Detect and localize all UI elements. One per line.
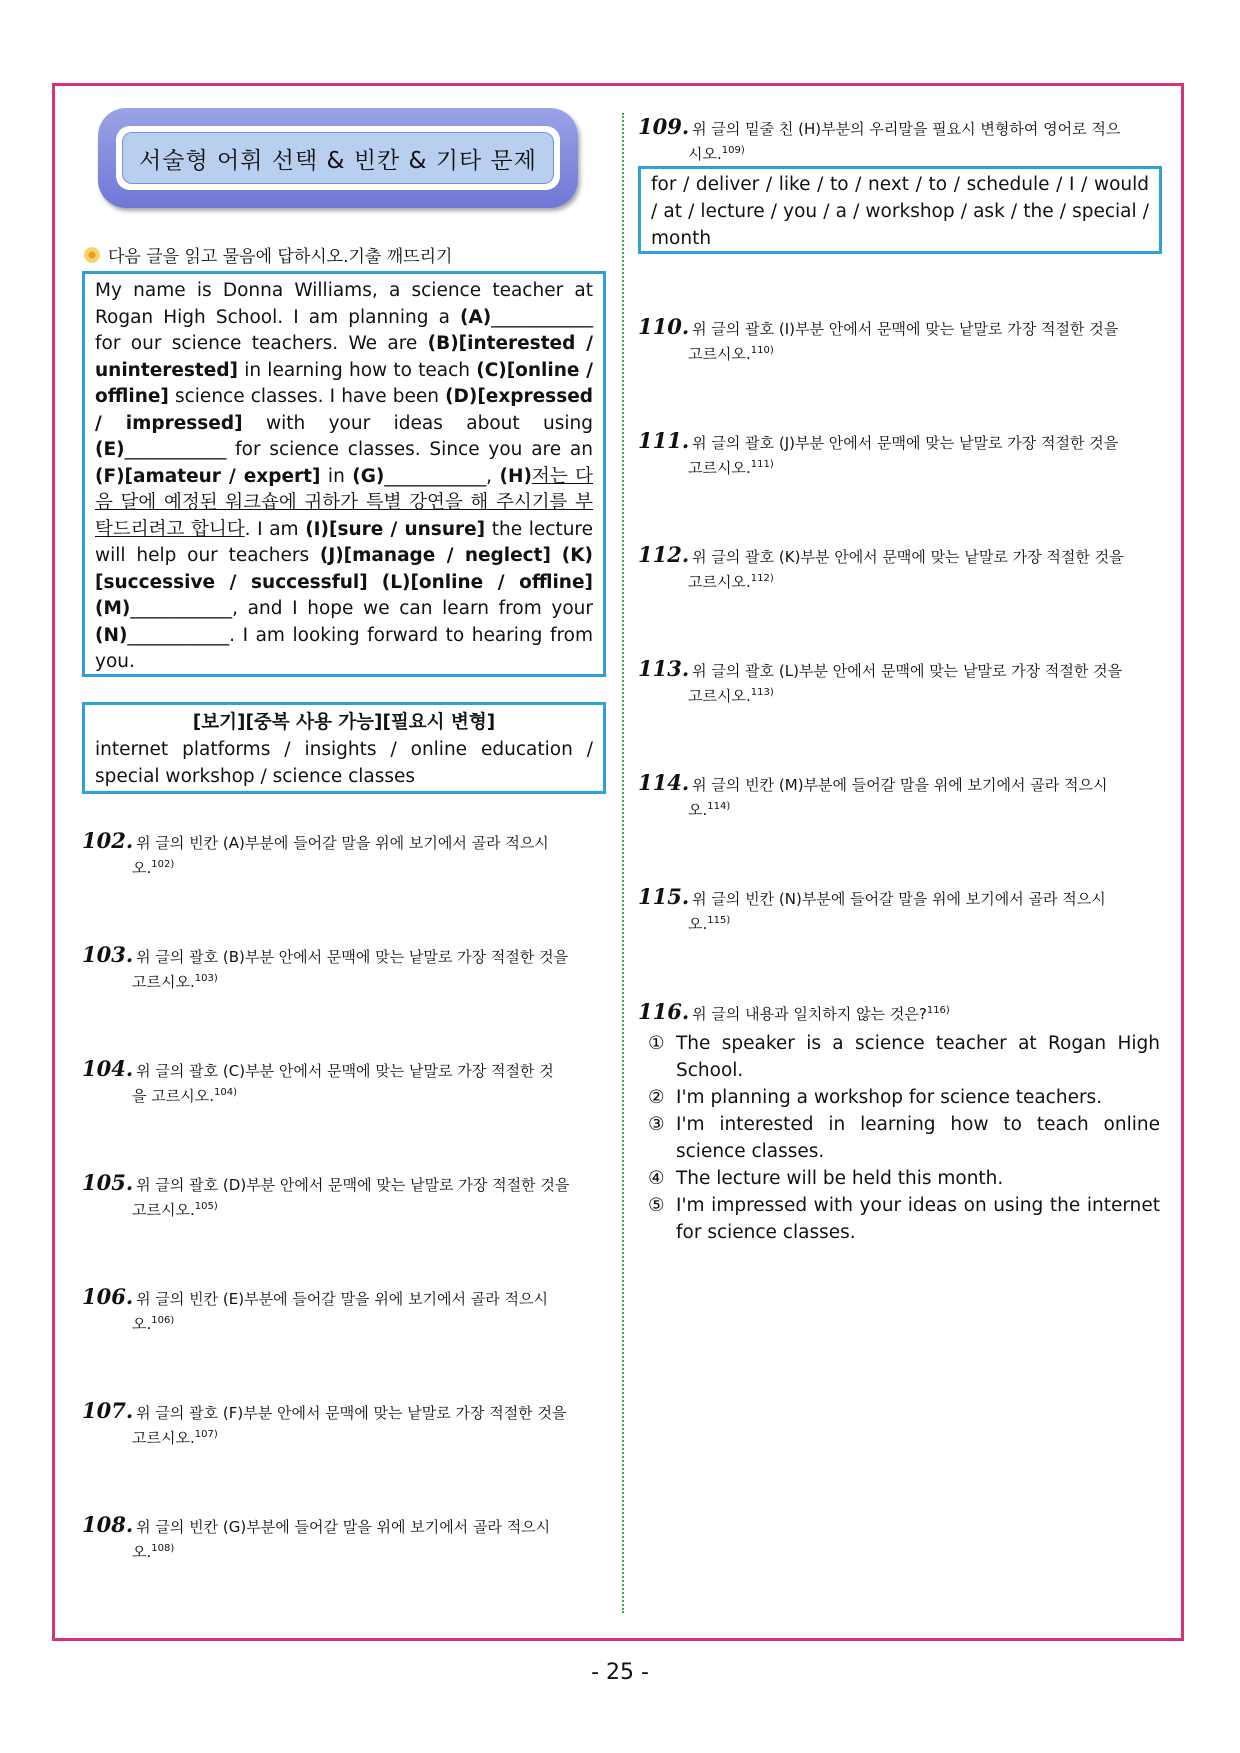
footnote-ref: 115) xyxy=(707,915,731,926)
choice-mark: ② xyxy=(648,1087,665,1108)
passage-text: the lecture will help our teachers xyxy=(95,518,594,566)
footnote-ref: 102) xyxy=(151,859,175,870)
passage-box xyxy=(82,271,606,677)
question-text-cont: 오. xyxy=(688,915,708,933)
question-107 xyxy=(82,1400,612,1449)
question-text-cont: 오. xyxy=(132,859,152,877)
passage-text: with your ideas about using xyxy=(242,412,594,434)
question-104 xyxy=(82,1058,612,1107)
footnote-ref: 107) xyxy=(194,1429,218,1440)
section-title: 서술형 어휘 선택 & 빈칸 & 기타 문제 xyxy=(122,132,554,184)
question-text: 위 글의 괄호 (D)부분 안에서 문맥에 맞는 낱말로 가장 적절한 것을 xyxy=(136,1176,570,1194)
choice-text: I'm planning a workshop for science teachers. xyxy=(676,1087,1103,1108)
marker-l: (L)[online / offline] xyxy=(381,571,593,593)
question-number: 103. xyxy=(82,942,134,967)
instruction xyxy=(84,242,452,267)
page-number: - 25 - xyxy=(591,1660,649,1685)
question-text: 위 글의 괄호 (F)부분 안에서 문맥에 맞는 낱말로 가장 적절한 것을 xyxy=(136,1404,567,1422)
question-106 xyxy=(82,1286,612,1335)
question-text-cont: 오. xyxy=(688,801,708,819)
question-text: 위 글의 괄호 (K)부분 안에서 문맥에 맞는 낱말로 가장 적절한 것을 xyxy=(692,548,1124,566)
footnote-ref: 104) xyxy=(214,1087,237,1098)
instruction-text: 다음 글을 읽고 물음에 답하시오.기출 깨뜨리기 xyxy=(108,247,453,267)
question-text-cont: 고르시오. xyxy=(132,1201,195,1219)
question-text: 위 글의 빈칸 (E)부분에 들어갈 말을 위에 보기에서 골라 적으시 xyxy=(136,1290,549,1308)
marker-b: (B)[interested / uninterested] xyxy=(95,333,593,381)
question-text: 위 글의 빈칸 (M)부분에 들어갈 말을 위에 보기에서 골라 적으시 xyxy=(692,776,1108,794)
marker-n: (N) xyxy=(95,624,128,646)
question-text: 위 글의 괄호 (C)부분 안에서 문맥에 맞는 낱말로 가장 적절한 것 xyxy=(136,1062,554,1080)
question-number: 115. xyxy=(638,884,690,909)
choice-2[interactable] xyxy=(648,1084,1160,1111)
bogi-title: [보기][중복 사용 가능][필요시 변형] xyxy=(192,712,496,733)
question-109 xyxy=(638,116,1168,165)
question-text: 위 글의 괄호 (L)부분 안에서 문맥에 맞는 낱말로 가장 적절한 것을 xyxy=(692,662,1123,680)
question-number: 114. xyxy=(638,770,690,795)
marker-e: (E) xyxy=(95,439,125,460)
question-text-cont: 시오. xyxy=(688,145,722,163)
choice-text: I'm impressed with your ideas on using the internet for science classes. xyxy=(676,1195,1160,1243)
question-text: 위 글의 괄호 (B)부분 안에서 문맥에 맞는 낱말로 가장 적절한 것을 xyxy=(136,948,569,966)
question-105 xyxy=(82,1172,612,1221)
question-112 xyxy=(638,544,1168,593)
question-number: 109. xyxy=(638,114,690,139)
marker-c: (C)[online / offline] xyxy=(95,359,593,407)
marker-k: (K)[successive / successful] xyxy=(95,545,593,593)
section-title-banner xyxy=(98,108,578,208)
blank-g: ___________ xyxy=(384,465,487,487)
choice-mark: ① xyxy=(648,1033,665,1054)
footnote-ref: 111) xyxy=(750,459,774,470)
question-number: 104. xyxy=(82,1056,134,1081)
footnote-ref: 103) xyxy=(194,973,218,984)
passage-text: , xyxy=(486,465,500,487)
marker-d: (D)[expressed / impressed] xyxy=(95,386,593,434)
blank-n: ___________ xyxy=(127,624,230,646)
choice-5[interactable] xyxy=(648,1192,1160,1246)
passage-text: for our science teachers. We are xyxy=(95,333,428,354)
passage-text: My name is Donna Williams, a science teacher at Rogan High School. I am planning a xyxy=(95,280,593,328)
question-text: 위 글의 빈칸 (A)부분에 들어갈 말을 위에 보기에서 골라 적으시 xyxy=(136,834,549,852)
question-text-cont: 고르시오. xyxy=(132,1429,195,1447)
passage-text: for science classes. Since you are an xyxy=(226,439,593,460)
choice-mark: ⑤ xyxy=(648,1195,665,1216)
question-text: 위 글의 빈칸 (G)부분에 들어갈 말을 위에 보기에서 골라 적으시 xyxy=(136,1518,551,1536)
marker-h: (H) xyxy=(499,465,532,487)
passage-text: . I am xyxy=(244,518,306,540)
marker-a: (A) xyxy=(460,306,492,328)
footnote-ref: 108) xyxy=(151,1543,175,1554)
question-number: 116. xyxy=(638,999,690,1024)
question-number: 113. xyxy=(638,656,690,681)
question-text-cont: 고르시오. xyxy=(688,459,751,477)
question-text: 위 글의 빈칸 (N)부분에 들어갈 말을 위에 보기에서 골라 적으시 xyxy=(692,890,1106,908)
column-divider xyxy=(622,113,624,1613)
question-111 xyxy=(638,430,1168,479)
question-number: 102. xyxy=(82,828,134,853)
question-113 xyxy=(638,658,1168,707)
choice-1[interactable] xyxy=(648,1030,1160,1084)
passage-text xyxy=(368,572,382,593)
question-text-cont: 고르시오. xyxy=(688,687,751,705)
footnote-ref: 105) xyxy=(194,1201,218,1212)
marker-i: (I)[sure / unsure] xyxy=(305,518,486,540)
footnote-ref: 109) xyxy=(721,145,745,156)
question-number: 111. xyxy=(638,428,690,453)
footnote-ref: 112) xyxy=(750,573,774,584)
passage-text: in learning how to teach xyxy=(238,359,477,381)
question-text: 위 글의 괄호 (I)부분 안에서 문맥에 맞는 낱말로 가장 적절한 것을 xyxy=(692,320,1119,338)
choice-text: The lecture will be held this month. xyxy=(676,1168,1004,1189)
word-box: for / deliver / like / to / next / to / schedule / I / would / at / lecture / you / a / workshop / ask / the / special / month xyxy=(638,166,1162,254)
choice-mark: ③ xyxy=(648,1114,665,1135)
passage-text: , and I hope we can learn from your xyxy=(232,598,593,619)
marker-m: (M) xyxy=(95,598,131,619)
question-number: 112. xyxy=(638,542,690,567)
answer-choices xyxy=(648,1030,1160,1246)
question-text-cont: 고르시오. xyxy=(688,345,751,363)
blank-e: ___________ xyxy=(124,439,227,460)
blank-m: ___________ xyxy=(130,598,233,619)
question-number: 106. xyxy=(82,1284,134,1309)
passage-text: in xyxy=(320,465,353,487)
question-text: 위 글의 밑줄 친 (H)부분의 우리말을 필요시 변형하여 영어로 적으 xyxy=(692,120,1121,138)
marker-j: (J)[manage / neglect] xyxy=(319,545,551,566)
choice-4[interactable] xyxy=(648,1165,1160,1192)
question-108 xyxy=(82,1514,612,1563)
question-102 xyxy=(82,830,612,879)
passage-text xyxy=(551,545,562,566)
title-inner xyxy=(116,126,560,190)
question-text-cont: 오. xyxy=(132,1315,152,1333)
bogi-items: internet platforms / insights / online education / special workshop / science classes xyxy=(95,739,593,787)
bogi-box xyxy=(82,702,606,794)
question-text: 위 글의 내용과 일치하지 않는 것은? xyxy=(692,1005,927,1023)
question-text-cont: 오. xyxy=(132,1543,152,1561)
flower-icon xyxy=(84,247,100,263)
question-110 xyxy=(638,316,1168,365)
choice-mark: ④ xyxy=(648,1168,665,1189)
footnote-ref: 114) xyxy=(707,801,731,812)
question-text-cont: 고르시오. xyxy=(132,973,195,991)
passage-text: . I am looking forward to hearing from you. xyxy=(95,624,593,672)
question-number: 110. xyxy=(638,314,690,339)
question-number: 107. xyxy=(82,1398,134,1423)
footnote-ref: 110) xyxy=(750,345,774,356)
choice-3[interactable] xyxy=(648,1111,1160,1165)
question-text-cont: 을 고르시오. xyxy=(132,1087,214,1105)
question-number: 108. xyxy=(82,1512,134,1537)
question-115 xyxy=(638,886,1168,935)
footnote-ref: 106) xyxy=(151,1315,175,1326)
question-text: 위 글의 괄호 (J)부분 안에서 문맥에 맞는 낱말로 가장 적절한 것을 xyxy=(692,434,1119,452)
question-number: 105. xyxy=(82,1170,134,1195)
footnote-ref: 113) xyxy=(750,687,774,698)
footnote-ref: 116) xyxy=(926,1005,950,1016)
question-116 xyxy=(638,1000,1168,1025)
choice-text: The speaker is a science teacher at Rogan High School. xyxy=(676,1033,1160,1081)
choice-text: I'm interested in learning how to teach online science classes. xyxy=(676,1114,1160,1162)
underlined-korean: 저는 다음 달에 예정된 워크숍에 귀하가 특별 강연을 해 주시기를 부탁드리려고 합니다 xyxy=(95,465,593,540)
passage-text: science classes. I have been xyxy=(168,386,446,407)
question-103 xyxy=(82,944,612,993)
marker-g: (G) xyxy=(352,465,385,487)
marker-f: (F)[amateur / expert] xyxy=(95,465,321,487)
question-text-cont: 고르시오. xyxy=(688,573,751,591)
blank-a: ___________ xyxy=(491,306,593,328)
question-114 xyxy=(638,772,1168,821)
